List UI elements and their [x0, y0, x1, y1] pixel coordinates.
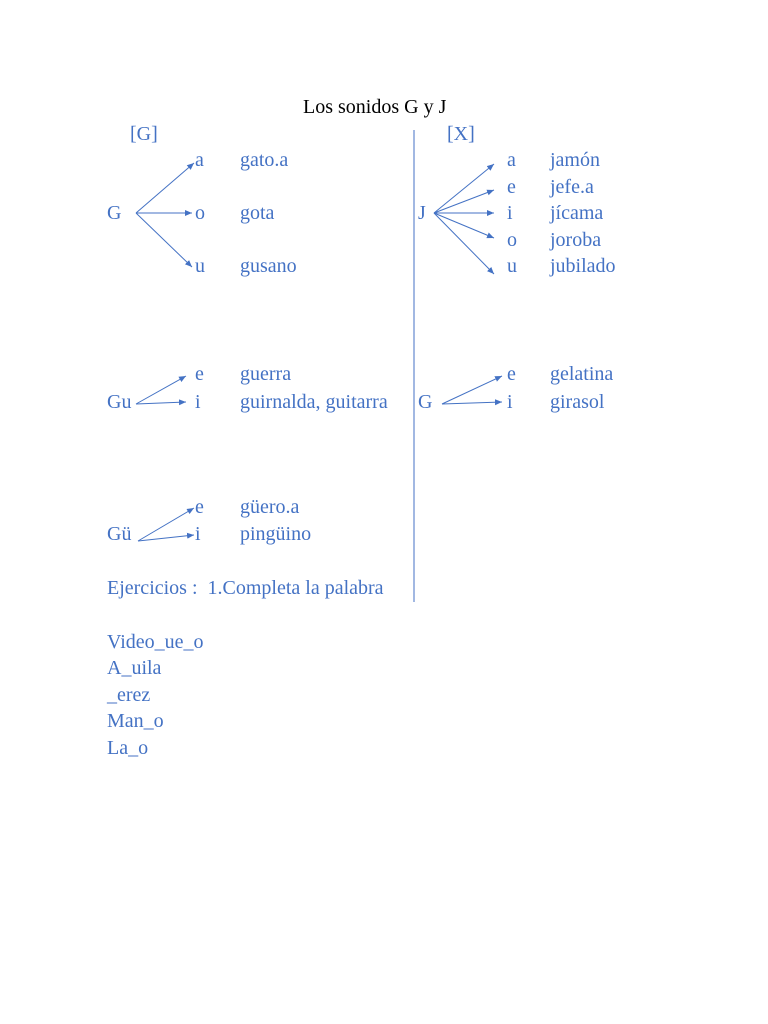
page-title: Los sonidos G y J — [303, 96, 447, 118]
exercise-item: Video_ue_o — [107, 631, 204, 653]
vowel: a — [507, 149, 516, 171]
example-word: gota — [240, 202, 275, 224]
letter-gu: Gu — [107, 391, 132, 413]
arrow-gu-e — [136, 376, 186, 404]
phoneme-g-header: [G] — [130, 123, 158, 145]
exercise-item: La_o — [107, 737, 149, 759]
arrow-j-u — [434, 213, 494, 274]
arrow-j-a — [434, 164, 494, 213]
example-word: jícama — [550, 202, 604, 224]
exercise-item: A_uila — [107, 657, 162, 679]
example-word: jamón — [550, 149, 600, 171]
example-word: jubilado — [550, 255, 616, 277]
example-word: girasol — [550, 391, 605, 413]
vowel: e — [195, 363, 204, 385]
exercises-heading: Ejercicios : 1.Completa la palabra — [107, 577, 384, 599]
exercise-item: Man_o — [107, 710, 164, 732]
vowel: o — [195, 202, 205, 224]
example-word: gelatina — [550, 363, 614, 385]
vowel: i — [507, 202, 513, 224]
phoneme-x-header: [X] — [447, 123, 475, 145]
example-word: güero.a — [240, 496, 300, 518]
letter-j: J — [418, 202, 426, 224]
letter-g-soft: G — [418, 391, 433, 413]
vowel: i — [195, 523, 201, 545]
arrow-j-o — [434, 213, 494, 238]
arrow-g-a — [136, 163, 194, 213]
letter-gue: Gü — [107, 523, 132, 545]
example-word: gusano — [240, 255, 297, 277]
arrow-g2-e — [442, 376, 502, 404]
example-word: joroba — [550, 229, 602, 251]
arrow-j-e — [434, 190, 494, 213]
example-word: guirnalda, guitarra — [240, 391, 388, 413]
example-word: jefe.a — [550, 176, 594, 198]
vowel: i — [195, 391, 201, 413]
vowel: a — [195, 149, 204, 171]
vowel: i — [507, 391, 513, 413]
vowel: u — [195, 255, 205, 277]
letter-g: G — [107, 202, 122, 224]
vowel: o — [507, 229, 517, 251]
example-word: guerra — [240, 363, 292, 385]
example-word: gato.a — [240, 149, 289, 171]
vowel: e — [507, 176, 516, 198]
vowel: e — [507, 363, 516, 385]
vowel: e — [195, 496, 204, 518]
vowel: u — [507, 255, 517, 277]
exercise-item: _erez — [107, 684, 151, 706]
arrow-g-u — [136, 213, 192, 267]
arrow-g2-i — [442, 402, 502, 404]
arrow-gu-i — [136, 402, 186, 404]
example-word: pingüino — [240, 523, 312, 545]
